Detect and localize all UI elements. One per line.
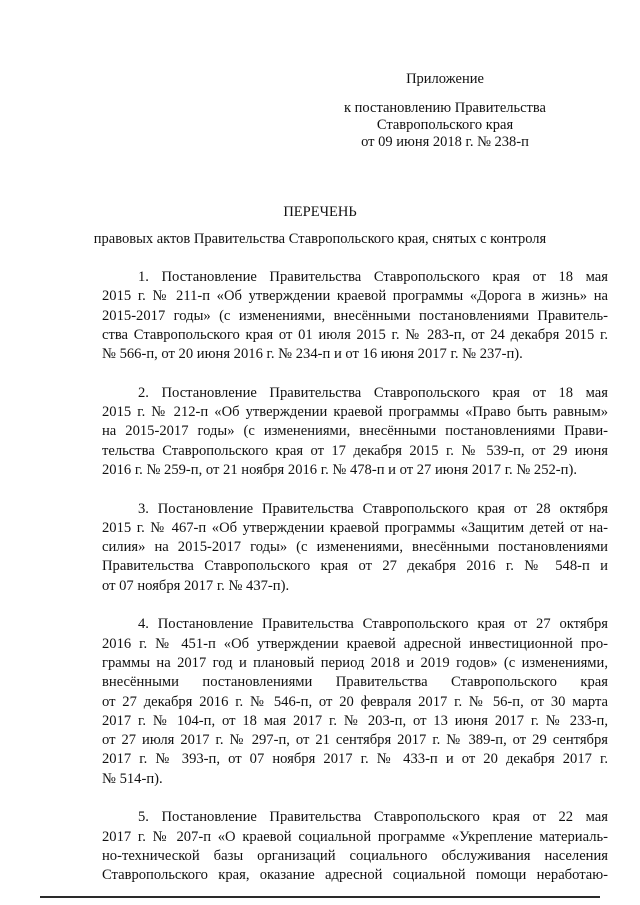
list-item-line: 2016 г. № 259-п, от 21 ноября 2016 г. № 478-п и от 27 июня 2017 г. № 252-п). — [102, 461, 577, 478]
list-item-line: Ставропольского края, оказание адресной социальной помощи неработаю- — [102, 867, 608, 884]
list-item — [102, 615, 608, 789]
list-item-line: от 07 ноября 2017 г. № 437-п). — [102, 577, 290, 594]
list-item — [102, 268, 608, 364]
list-item-line: 2015 г. № 212-п «Об утверждении краевой программы «Право быть равным» — [102, 404, 608, 421]
appendix-label: Приложение — [406, 71, 484, 87]
list-subtitle: правовых актов Правительства Ставропольского края, снятых с контроля — [93, 231, 547, 247]
list-item-line: 2015 г. № 467-п «Об утверждении краевой программы «Защитим детей от на- — [102, 519, 608, 536]
list-item-line: 2017 г. № 104-п, от 18 мая 2017 г. № 203-п, от 13 июня 2017 г. № 233-п, — [102, 712, 608, 729]
appendix-line-3: от 09 июня 2018 г. № 238-п — [361, 134, 529, 150]
list-item-line: 2017 г. № 393-п, от 07 ноября 2017 г. № 433-п и от 20 декабря 2017 г. — [102, 751, 608, 768]
list-item-line: № 514-п). — [102, 770, 163, 787]
list-item-line: внесёнными постановлениями Правительства Ставропольского края — [102, 674, 608, 691]
list-item — [102, 500, 608, 596]
list-item-line: 2015 г. № 211-п «Об утверждении краевой программы «Дорога в жизнь» на — [102, 288, 608, 305]
list-item-line: от 27 декабря 2016 г. № 546-п, от 20 февраля 2017 г. № 56-п, от 30 марта — [102, 693, 608, 710]
list-item-line: № 566-п, от 20 июня 2016 г. № 234-п и от 16 июня 2017 г. № 237-п). — [102, 346, 523, 363]
list-item-line: Правительства Ставропольского края от 27 декабря 2016 г. № 548-п и — [102, 558, 608, 575]
list-item — [102, 808, 608, 885]
list-item-line: граммы на 2017 год и плановый период 2018 и 2019 годов» (с изменениями, — [102, 654, 608, 671]
list-item-line: 3. Постановление Правительства Ставропольского края от 28 октября — [138, 500, 608, 517]
acts-list — [102, 268, 608, 905]
list-item — [102, 384, 608, 480]
list-item-line: 2016 г. № 451-п «Об утверждении краевой адресной инвестиционной про- — [102, 635, 608, 652]
list-item-line: 2015-2017 годы» (с изменениями, внесёнными постановлениями Правитель- — [102, 307, 608, 324]
appendix-line-2: Ставропольского края — [376, 117, 514, 133]
appendix-line-1: к постановлению Правительства — [344, 100, 546, 116]
list-item-line: тельства Ставропольского края от 17 декабря 2015 г. № 539-п, от 29 июня — [102, 442, 608, 459]
page-bottom-rule — [40, 896, 600, 898]
list-item-line: 4. Постановление Правительства Ставропольского края от 27 октября — [138, 616, 608, 633]
list-item-line: от 27 июля 2017 г. № 297-п, от 21 сентября 2017 г. № 389-п, от 29 сентября — [102, 732, 608, 749]
list-item-line: 2017 г. № 207-п «О краевой социальной программе «Укрепление материаль- — [102, 828, 608, 845]
list-item-line: ства Ставропольского края от 01 июля 2015 г. № 283-п, от 24 декабря 2015 г. — [102, 326, 608, 343]
list-item-line: на 2015-2017 годы» (с изменениями, внесёнными постановлениями Прави- — [102, 423, 608, 440]
list-item-line: 5. Постановление Правительства Ставропольского края от 22 мая — [138, 809, 608, 826]
list-item-line: но-технической базы организаций социального обслуживания населения — [102, 847, 608, 864]
list-item-line: 1. Постановление Правительства Ставропольского края от 18 мая — [138, 269, 608, 285]
list-item-line: 2. Постановление Правительства Ставропольского края от 18 мая — [138, 384, 608, 401]
list-title: ПЕРЕЧЕНЬ — [283, 204, 357, 220]
list-item-line: силия» на 2015-2017 годы» (с изменениями, внесёнными постановлениями — [102, 539, 608, 556]
